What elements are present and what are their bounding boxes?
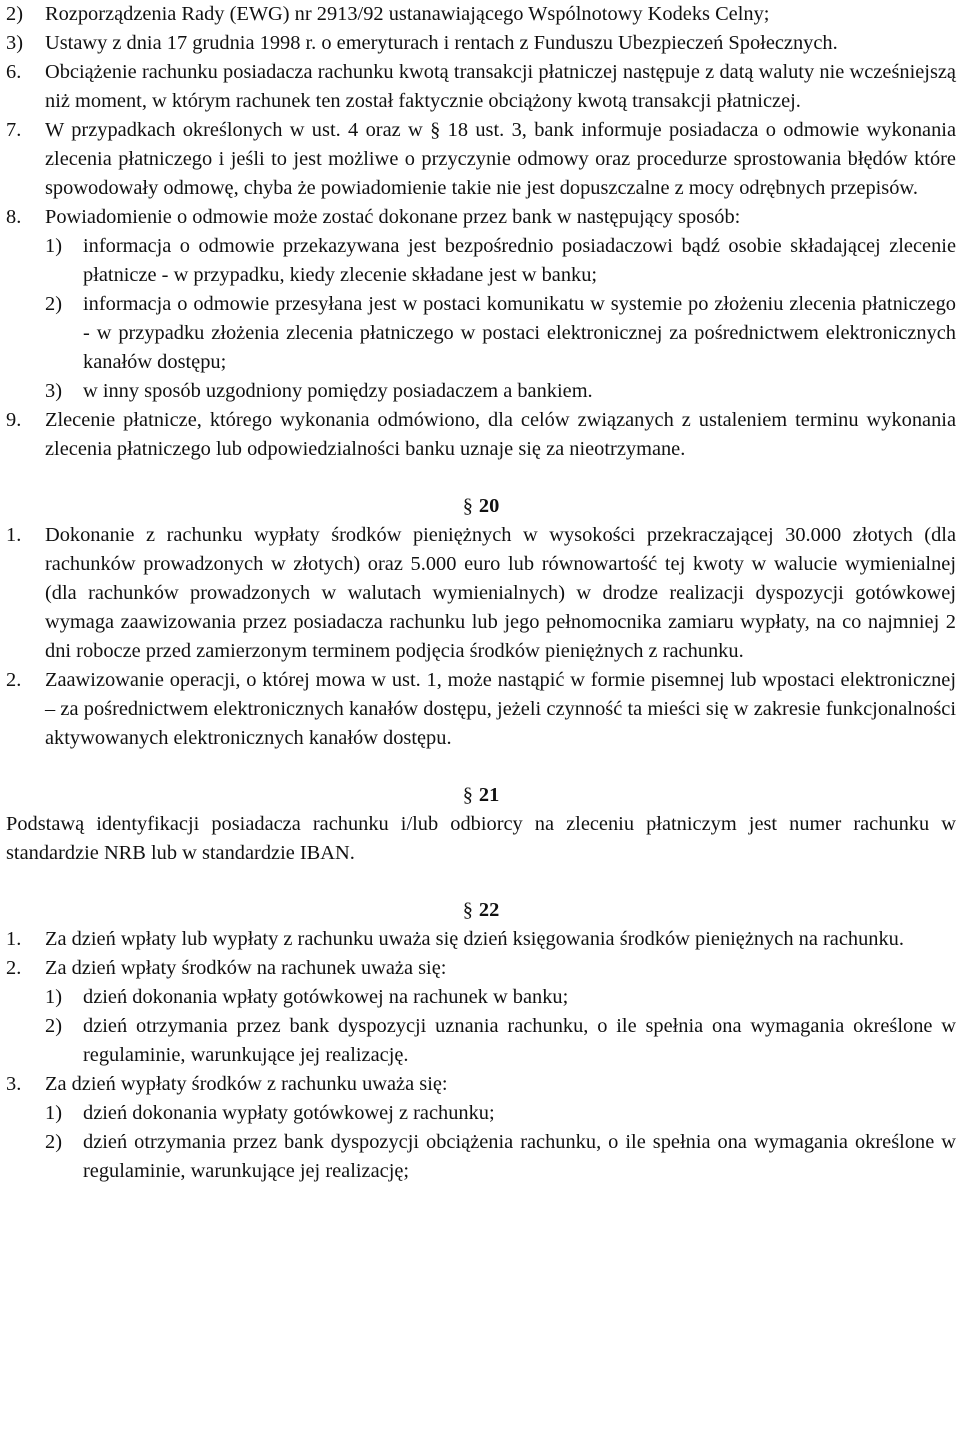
list-text: Rozporządzenia Rady (EWG) nr 2913/92 ustanawiającego Wspólnotowy Kodeks Celny; [45,3,770,25]
section-sign: § [462,495,473,517]
list-item [45,290,956,377]
list-number: 3) [6,32,23,54]
section-sign: § [462,784,473,806]
section-20-paragraph-1 [6,521,956,666]
list-item [6,0,956,29]
section-heading-22 [6,896,956,925]
paragraph-7 [6,116,956,203]
list-text: informacja o odmowie przekazywana jest bezpośrednio posiadaczowi bądź osobie składającej zlecenie płatnicze - w przypadku, kiedy zlecenie składane jest w banku; [83,235,956,286]
list-number: 1) [45,235,62,257]
section-20-paragraph-2 [6,666,956,753]
list-text: Ustawy z dnia 17 grudnia 1998 r. o emeryturach i rentach z Funduszu Ubezpieczeń Społecznych. [45,32,838,54]
paragraph-text: Powiadomienie o odmowie może zostać dokonane przez bank w następujący sposób: [45,206,741,228]
paragraph-text: Za dzień wpłaty lub wypłaty z rachunku uważa się dzień księgowania środków pieniężnych na rachunku. [45,928,904,950]
paragraph-number: 6. [6,61,22,83]
list-number: 3) [45,380,62,402]
paragraph-text: W przypadkach określonych w ust. 4 oraz w § 18 ust. 3, bank informuje posiadacza o odmowie wykonania zlecenia płatniczego i jeśli to jest możliwe o przyczynie odmowy oraz procedurze sprostowania błędów które spowodowały odmowę, chyba że powiadomienie takie nie jest dopuszczalne z mocy odrębnych przepisów. [45,119,956,199]
list-text: dzień otrzymania przez bank dyspozycji uznania rachunku, o ile spełnia ona wymagania określone w regulaminie, warunkujące jej realizację. [83,1015,956,1066]
list-text: informacja o odmowie przesyłana jest w postaci komunikatu w systemie po złożeniu zlecenia płatniczego - w przypadku złożenia zlecenia płatniczego w postaci elektronicznej za pośrednictwem elektronicznych kanałów dostępu; [83,293,956,373]
section-sign: § [462,899,473,921]
list-item [45,983,956,1012]
paragraph-number: 7. [6,119,22,141]
list-text: dzień dokonania wypłaty gotówkowej z rachunku; [83,1102,495,1124]
list-number: 2) [45,1131,62,1153]
list-item [45,1012,956,1070]
paragraph-number: 8. [6,206,22,228]
list-item [6,29,956,58]
paragraph-text: Za dzień wypłaty środków z rachunku uważa się: [45,1073,448,1095]
paragraph-text: Dokonanie z rachunku wypłaty środków pieniężnych w wysokości przekraczającej 30.000 złotych (dla rachunków prowadzonych w złotych) oraz 5.000 euro lub równowartość tej kwoty w walucie wymienialnej (dla rachunków prowadzonych w walutach wymienialnych) w drodze realizacji dyspozycji gotówkowej wymaga zaawizowania przez posiadacza rachunku lub jego pełnomocnika zamiaru wypłaty, na co najmniej 2 dni robocze przed zamierzonym terminem podjęcia środków pieniężnych z rachunku. [45,524,956,662]
section-22-paragraph-3 [6,1070,956,1099]
paragraph-number: 2. [6,669,22,691]
paragraph-number: 2. [6,957,22,979]
section-22-paragraph-2 [6,954,956,983]
section-21-text: Podstawą identyfikacji posiadacza rachunku i/lub odbiorcy na zleceniu płatniczym jest numer rachunku w standardzie NRB lub w standardzie IBAN. [6,813,956,864]
section-number: 22 [478,899,500,921]
list-item [45,232,956,290]
list-item [45,1128,956,1186]
paragraph-number: 1. [6,928,22,950]
section-22-paragraph-1 [6,925,956,954]
paragraph-text: Za dzień wpłaty środków na rachunek uważa się: [45,957,447,979]
list-number: 2) [45,293,62,315]
paragraph-text: Zaawizowanie operacji, o której mowa w ust. 1, może nastąpić w formie pisemnej lub wpostaci elektronicznej – za pośrednictwem elektronicznych kanałów dostępu, jeżeli czynność ta mieści się w zakresie funkcjonalności aktywowanych elektronicznych kanałów dostępu. [45,669,956,749]
section-number: 20 [478,495,500,517]
paragraph-6 [6,58,956,116]
paragraph-number: 3. [6,1073,22,1095]
paragraph-text: Zlecenie płatnicze, którego wykonania odmówiono, dla celów związanych z ustaleniem terminu wykonania zlecenia płatniczego lub odpowiedzialności banku uznaje się za nieotrzymane. [45,409,956,460]
list-text: dzień dokonania wpłaty gotówkowej na rachunek w banku; [83,986,569,1008]
document-page [6,0,956,1186]
list-number: 1) [45,986,62,1008]
list-text: w inny sposób uzgodniony pomiędzy posiadaczem a bankiem. [83,380,593,402]
section-heading-21 [6,781,956,810]
paragraph-9 [6,406,956,464]
list-item [45,1099,956,1128]
section-heading-20 [6,492,956,521]
paragraph-number: 1. [6,524,22,546]
list-number: 1) [45,1102,62,1124]
paragraph-8 [6,203,956,232]
paragraph-text: Obciążenie rachunku posiadacza rachunku kwotą transakcji płatniczej następuje z datą waluty nie wcześniejszą niż moment, w którym rachunek ten został faktycznie obciążony kwotą transakcji płatniczej. [45,61,956,112]
list-number: 2) [45,1015,62,1037]
list-number: 2) [6,3,23,25]
section-number: 21 [478,784,500,806]
list-text: dzień otrzymania przez bank dyspozycji obciążenia rachunku, o ile spełnia ona wymagania określone w regulaminie, warunkujące jej realizację; [83,1131,956,1182]
paragraph-number: 9. [6,409,22,431]
list-item [45,377,956,406]
